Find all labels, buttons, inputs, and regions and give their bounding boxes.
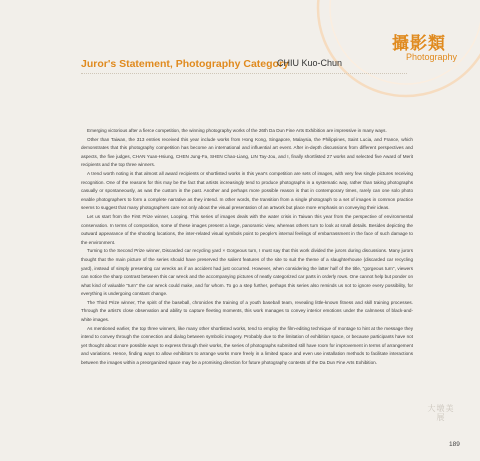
exhibition-seal-mark: 大墩美展 <box>427 404 455 422</box>
paragraph-third-prize: The Third Prize winner, The spirit of the baseball, chronicles the training of a youth baseball team, revealing little-known fitness and skill training processes. Through the artist's close observation and ability to capture fleeting moments, this work manages to convey interior emotions under the calmness of black-and-white images. <box>81 299 413 323</box>
category-title-english: Photography <box>406 52 458 62</box>
paragraph-first-prize: Let us start from the First Prize winner, Looping. This series of images deals with the water crisis in Taiwan this year from the perspective of environmental conservation. In terms of composition, some of these images present a large, panoramic view, whereas others turn to look at small details. Besides depicting the outward appearance of the shooting locations, the inter-related visual symbols point to people's internal feelings of embarrassment in the face of such damage to the environment. <box>81 213 413 245</box>
paragraph-trend: A trend worth noting is that almost all award recipients or shortlisted works in this year's competition are sets of images, with very few single pictures receiving recognition. One of the reasons for this may be the fact that artists increasingly tend to produce photographs in a systematic way, rather than taking photographs casually or spontaneously, as was the custom in the past. Another and perhaps more possible reason is that in contemporary times, rarely can one solo photo enable photographers to form a complete narrative as they intend. In other words, the transition from a single photograph to a set of images in common practice seems to suggest that many photographers care not only about the visual presentation of an artwork but place more emphasis on conveying their ideas. <box>81 170 413 211</box>
paragraph-entries: Other than Taiwan, the 313 entries received this year include works from Hong Kong, Singapore, Malaysia, the Philippines, Saint Lucia, and France, which demonstrates that this photography competition has become an international and influential art event. After in-depth discussions from different perspectives and aspects, the five judges, CHAN Yuan-Hsiung, CHEN Jung-Fa, SHEN Chao-Liang, LIN Tay-Jou, and I, finally shortlisted 27 works and selected five Award of Merit recipients and the top three winners. <box>81 136 413 168</box>
paragraph-intro: Emerging victorious after a fierce competition, the winning photography works of the 26th Da Dun Fine Arts Exhibition are impressive in many ways. <box>87 128 387 133</box>
category-title-chinese: 攝影類 <box>392 34 446 54</box>
page-number: 189 <box>449 441 460 448</box>
statement-body <box>81 127 413 368</box>
section-title: Juror's Statement, Photography Category <box>81 58 289 70</box>
author-name: CHIU Kuo-Chun <box>277 58 343 68</box>
header-circle-decoration <box>292 0 480 98</box>
header-divider <box>81 73 407 74</box>
paragraph-conclusion: As mentioned earlier, the top three winners, like many other shortlisted works, tend to employ the film-editing technique of montage to hint at the message they intend to convey through the connection and dialog between symbolic imagery. Probably due to the limitation of exhibition space, or because participants have not yet thought about more possible ways to express through their works, the series of photographs submitted still have room for improvement in terms of arrangement and variations. Hence, finding ways to allow exhibitors to arrange works more freely in a limited space and even use installation methods to facilitate interactions between the images within a preorganized space may be a promising direction for future photography contests of the Da Dun Fine Arts Exhibition. <box>81 325 413 366</box>
paragraph-second-prize: Turning to the Second Prize winner, Discarded car recycling yard × Gorgeous turn, I must say that this work divided the jurors during discussions. Many jurors thought that the main picture of the series should have preserved the salient features of the site to suit the theme of a slaughterhouse (discarded car recycling yard), instead of simply presenting car wrecks as if an accident had just occurred. However, when considering the latter half of the title, "gorgeous turn", viewers can notice the sharp contrast between this car wreck and the accompanying pictures of neatly categorized car parts in orderly rows. One cannot help but ponder on what kind of valuable "turn" the car wreck could make, and for whom. To go a step further, perhaps this series also reminds us not to ignore every possibility, for everything is undergoing constant change. <box>81 248 413 297</box>
